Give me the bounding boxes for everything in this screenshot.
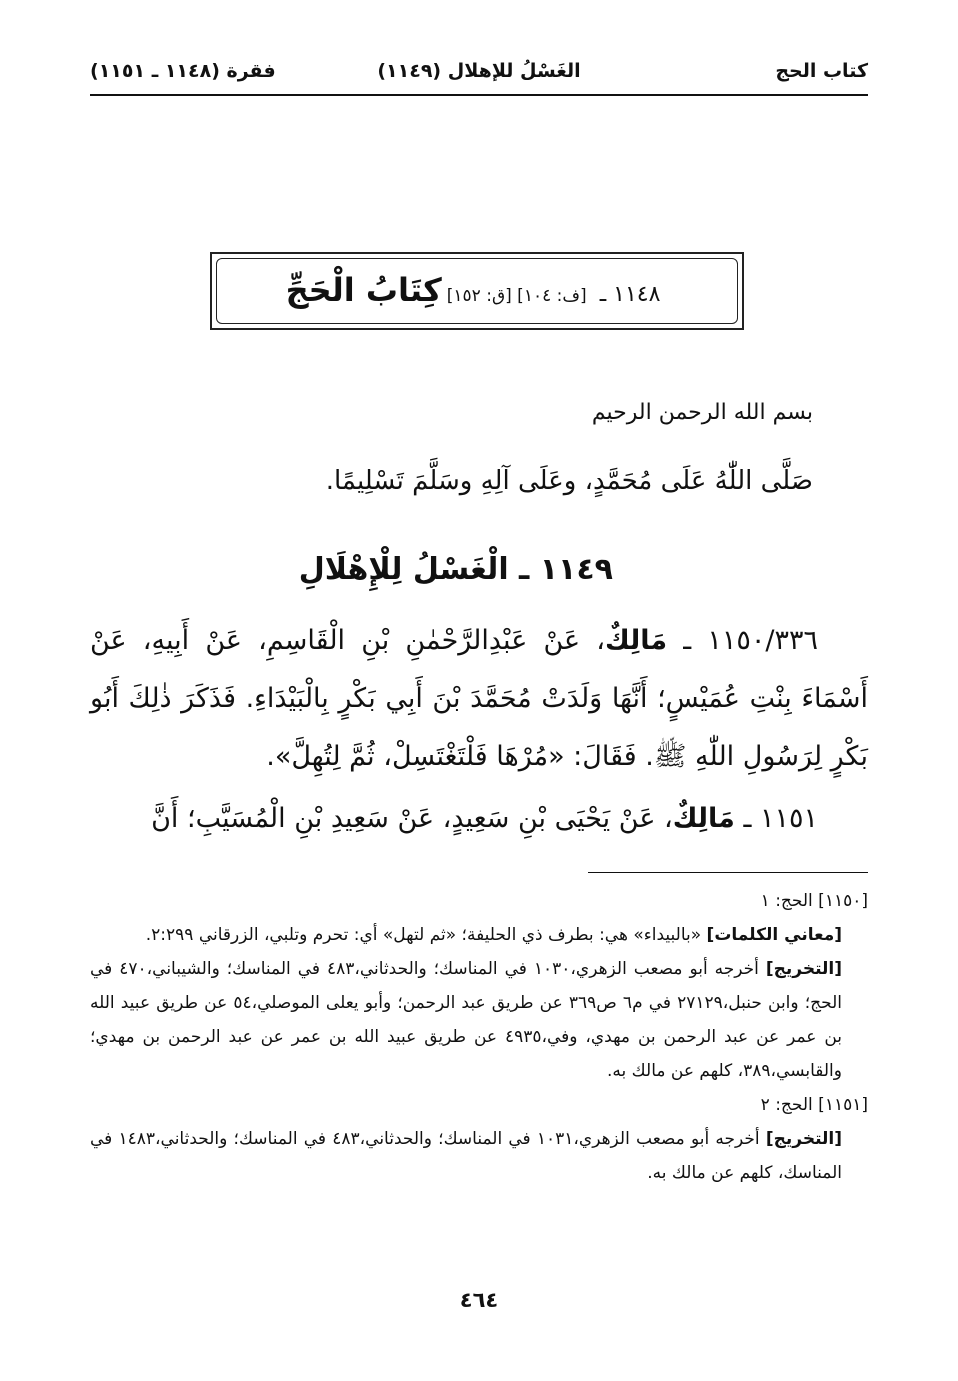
footnotes (90, 884, 868, 1190)
page-number: ٤٦٤ (459, 1288, 499, 1312)
hadith-1151 (90, 790, 868, 848)
header-book-title: كتاب الحج (775, 60, 868, 82)
takhrij-text: أخرجه أبو مصعب الزهري،١٠٣١ في المناسك؛ والحدثاني،٤٨٣ في المناسك؛ والحدثاني،١٤٨٣ في المناسك، كلهم عن مالك به. (90, 1129, 842, 1183)
footnote-1150-takhrij (90, 952, 868, 1088)
header-chapter-title: (١١٤٩) الغَسْلُ للإهلال (377, 60, 581, 82)
book-title-number: ١١٤٨ ـ (599, 282, 661, 307)
running-header (90, 56, 868, 96)
hadith-narrator: مَالِكٌ (605, 625, 668, 656)
footnote-1150-heading: [١١٥٠] الحج: ١ (760, 891, 868, 911)
footnote-1150-meanings (90, 918, 868, 952)
footnote-1151-takhrij (90, 1122, 868, 1190)
book-title-box (210, 252, 744, 330)
footnote-separator (588, 872, 868, 873)
takhrij-text: أخرجه أبو مصعب الزهري،١٠٣٠ في المناسك؛ والحدثاني،٤٨٣ في المناسك؛ والشيباني،٤٧٠ في الحج؛ وابن حنبل،٢٧١٢٩ في م٦ ص٣٦٩ عن طريق عبد الرحمن؛ وأبو يعلى الموصلي،٥٤ عن طريق عبيد الله بن عمر عن عبد الرحمن بن مهدي، وفي،٤٩٣٥ عن طريق عبيد الله بن عمر عن عبد الرحمن بن مهدي؛ والقابسي،٣٨٩، كلهم عن مالك به. (90, 959, 843, 1081)
chapter-heading: ١١٤٩ ـ الْغَسْلُ لِلْإِهْلَالِ (298, 552, 613, 587)
header-paragraph-range: (١١٤٨ ـ ١١٥١) فقرة (90, 60, 276, 82)
hadith-text: ، عَنْ يَحْيَى بْنِ سَعِيدٍ، عَنْ سَعِيدِ بْنِ الْمُسَيَّبِ؛ أَنَّ (151, 803, 673, 834)
hadith-number: ١١٥١ ـ (743, 803, 818, 834)
book-title-frame (216, 258, 738, 324)
takhrij-label: [التخريج] (765, 959, 843, 979)
book-title-reference: [ف: ١٠٤] [ق: ١٥٢] (446, 286, 587, 306)
hadith-number: ١١٥٠/٣٣٦ ـ (683, 625, 818, 656)
meanings-text: «بالبيداء» هي: بطرف ذي الحليفة؛ «ثم لتهل» أي: تحرم وتلبي، الزرقاني ٢:٢٩٩. (145, 925, 707, 945)
meanings-label: [معاني الكلمات] (706, 925, 842, 945)
hadith-narrator: مَالِكٌ (672, 803, 735, 834)
footnote-1151-heading: [١١٥١] الحج: ٢ (760, 1095, 868, 1115)
takhrij-label: [التخريج] (765, 1129, 842, 1149)
salawat: صَلَّى اللّٰهُ عَلَى مُحَمَّدٍ، وعَلَى آلِهِ وسَلَّمَ تَسْلِيمًا. (325, 466, 813, 496)
basmala: بسم الله الرحمن الرحيم (591, 400, 813, 425)
hadith-text: ، عَنْ عَبْدِالرَّحْمٰنِ بْنِ الْقَاسِمِ، عَنْ أَبِيهِ، عَنْ أَسْمَاءَ بِنْتِ عُمَيْسٍ؛ أَنَّهَا وَلَدَتْ مُحَمَّدَ بْنَ أَبِي بَكْرٍ بِالْبَيْدَاءِ. فَذَكَرَ ذٰلِكَ أَبُو بَكْرٍ لِرَسُولِ اللّٰهِ ﷺ. فَقَالَ: «مُرْهَا فَلْتَغْتَسِلْ، ثُمَّ لِتُهِلَّ». (90, 625, 868, 772)
book-title: كِتَابُ الْحَجِّ (285, 271, 442, 309)
hadith-1150 (90, 612, 868, 786)
